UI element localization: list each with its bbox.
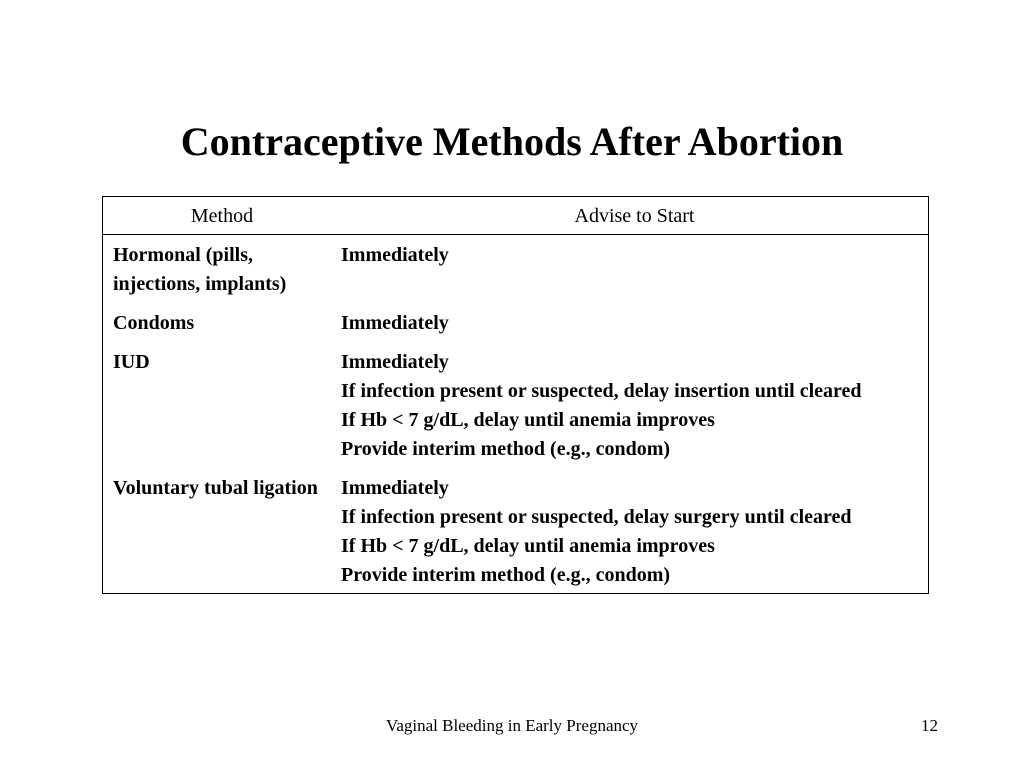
table-row <box>103 235 928 310</box>
table-row <box>103 474 928 593</box>
advice-cell <box>341 474 928 593</box>
advice-line: Provide interim method (e.g., condom) <box>341 564 671 586</box>
advice-line: Immediately <box>341 312 449 334</box>
method-cell: Hormonal (pills, injections, implants) <box>113 244 287 295</box>
advice-line: If infection present or suspected, delay insertion until cleared <box>341 380 862 402</box>
table-row <box>103 309 928 348</box>
page-number: 12 <box>921 716 938 735</box>
header-method: Method <box>103 197 341 235</box>
advice-line: If Hb < 7 g/dL, delay until anemia improves <box>341 535 715 557</box>
advice-cell <box>341 309 928 348</box>
method-cell: Condoms <box>113 312 195 334</box>
advice-line: If Hb < 7 g/dL, delay until anemia improves <box>341 409 715 431</box>
method-cell: IUD <box>113 351 150 373</box>
advice-line: Immediately <box>341 244 449 266</box>
table-row <box>103 348 928 474</box>
table-header-row <box>103 197 928 235</box>
header-advise-to-start: Advise to Start <box>341 197 928 235</box>
advice-line: Immediately <box>341 477 449 499</box>
advice-line: Immediately <box>341 351 449 373</box>
slide-title: Contraceptive Methods After Abortion <box>180 119 844 164</box>
advice-line: Provide interim method (e.g., condom) <box>341 438 671 460</box>
slide-footer: Vaginal Bleeding in Early Pregnancy <box>385 716 639 735</box>
advice-cell <box>341 348 928 474</box>
advice-line: If infection present or suspected, delay surgery until cleared <box>341 506 852 528</box>
contraceptive-methods-table <box>102 196 929 594</box>
method-cell: Voluntary tubal ligation <box>113 477 318 499</box>
advice-cell <box>341 235 928 310</box>
